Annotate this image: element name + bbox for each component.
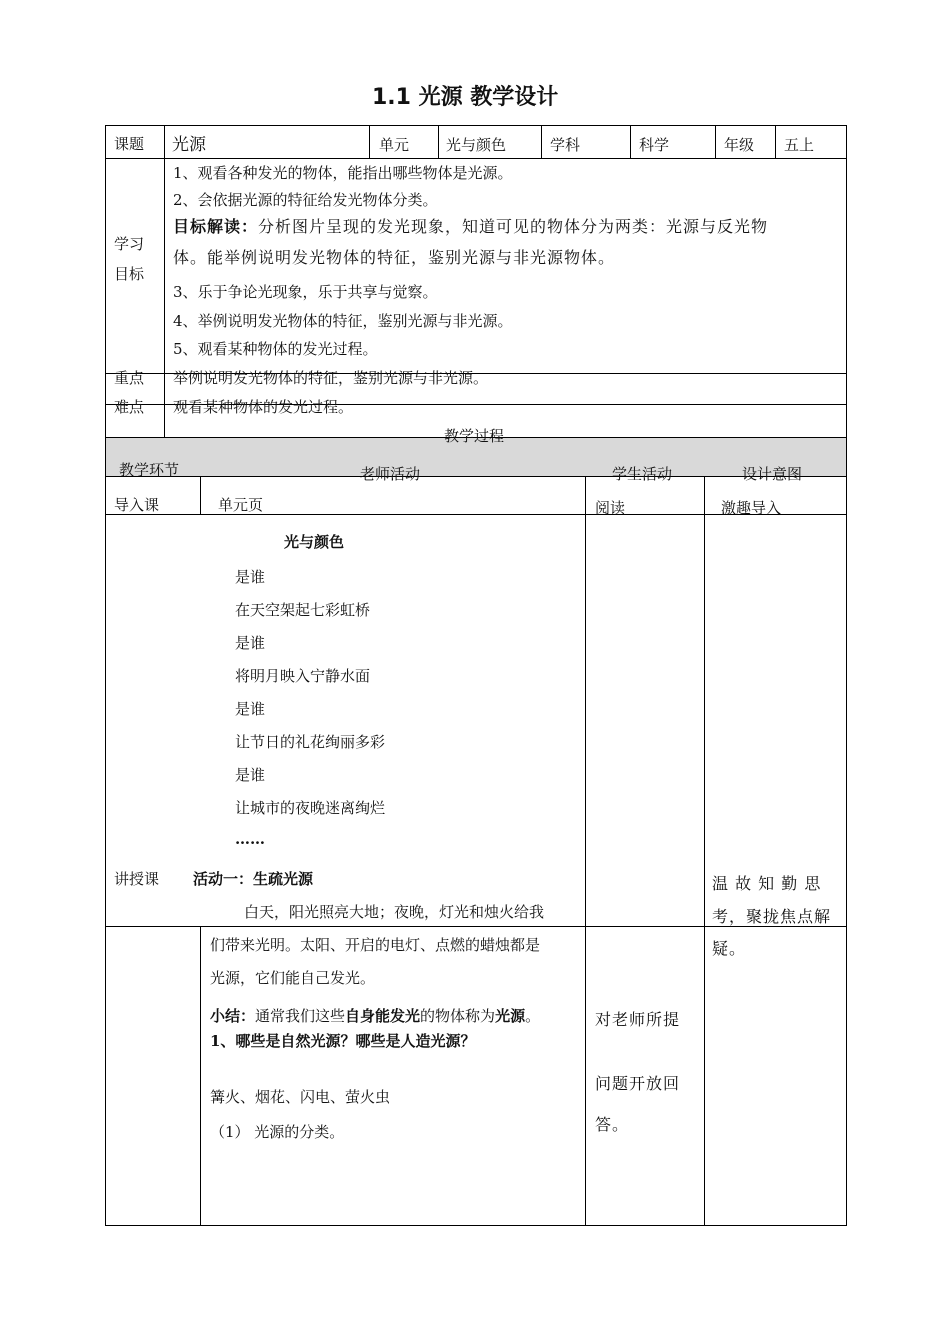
goal-1: 1、观看各种发光的物体，能指出哪些物体是光源。 bbox=[173, 164, 513, 182]
intro-intent: 激趣导入 bbox=[721, 499, 782, 517]
col-divider bbox=[200, 926, 201, 1226]
col-divider bbox=[704, 476, 705, 1226]
intro-student: 阅读 bbox=[595, 499, 626, 517]
goal-3: 3、乐于争论光现象，乐于共享与觉察。 bbox=[173, 283, 438, 301]
goal-interpretation-line-1 bbox=[173, 214, 768, 237]
key-point-label: 重点 bbox=[114, 369, 145, 387]
activity-title: 活动一：生疏光源 bbox=[193, 870, 314, 888]
table-border-left bbox=[105, 125, 106, 1226]
document-title: 1.1 光源 教学设计 bbox=[372, 85, 559, 110]
row-divider bbox=[105, 158, 846, 159]
course-value: 光源 bbox=[172, 135, 206, 155]
goal-2: 2、会依据光源的特征给发光物体分类。 bbox=[173, 191, 438, 209]
poem-heading: 光与颜色 bbox=[284, 533, 345, 551]
goal-4: 4、举例说明发光物体的特征，鉴别光源与非光源。 bbox=[173, 312, 513, 330]
question: 1、哪些是自然光源？哪些是人造光源？ bbox=[210, 1032, 476, 1050]
summary-text: 通常我们这些 bbox=[255, 1007, 346, 1025]
col-divider bbox=[200, 476, 201, 514]
summary bbox=[210, 1005, 540, 1026]
lecture-intent: 温 故 知 勤 思 bbox=[712, 874, 822, 893]
grade-label: 年级 bbox=[724, 136, 755, 154]
summary-text: 的物体称为 bbox=[420, 1007, 496, 1025]
col-divider bbox=[164, 125, 165, 438]
row-divider bbox=[105, 476, 846, 477]
column-header-student: 学生活动 bbox=[612, 465, 673, 483]
goals-label-1: 学习 bbox=[114, 235, 145, 253]
lecture-para: 光源，它们能自己发光。 bbox=[210, 969, 376, 987]
col-divider bbox=[585, 476, 586, 1226]
interpretation-text-1: 分析图片呈现的发光现象，知道可见的物体分为两类：光源与反光物 bbox=[258, 217, 769, 236]
sub-heading: （1） 光源的分类。 bbox=[210, 1123, 345, 1141]
summary-label: 小结： bbox=[210, 1007, 256, 1025]
lecture-student: 答。 bbox=[595, 1115, 630, 1134]
goal-5: 5、观看某种物体的发光过程。 bbox=[173, 340, 378, 358]
subject-label: 学科 bbox=[550, 136, 581, 154]
lecture-stage: 讲授课 bbox=[114, 870, 160, 888]
table-border-right bbox=[846, 125, 847, 1226]
process-title: 教学过程 bbox=[444, 427, 505, 445]
col-divider bbox=[715, 125, 716, 158]
lecture-intent: 疑。 bbox=[712, 939, 747, 958]
key-point-text: 举例说明发光物体的特征，鉴别光源与非光源。 bbox=[173, 369, 489, 387]
col-divider bbox=[630, 125, 631, 158]
course-label: 课题 bbox=[114, 135, 145, 153]
table-border-top bbox=[105, 125, 846, 126]
column-header-intent: 设计意图 bbox=[742, 465, 803, 483]
column-header-teacher: 老师活动 bbox=[360, 465, 421, 483]
unit-label: 单元 bbox=[379, 136, 410, 154]
col-divider bbox=[775, 125, 776, 158]
poem-line: 是谁 bbox=[235, 634, 266, 652]
table-border-bottom bbox=[105, 1225, 847, 1226]
column-header-stage: 教学环节 bbox=[119, 461, 180, 479]
summary-text: 。 bbox=[525, 1007, 541, 1025]
goals-label-2: 目标 bbox=[114, 265, 145, 283]
lecture-para: 白天，阳光照亮大地；夜晚，灯光和烛火给我 bbox=[244, 903, 545, 921]
poem-line: 是谁 bbox=[235, 568, 266, 586]
lecture-student: 问题开放回 bbox=[595, 1074, 681, 1093]
poem-line: 在天空架起七彩虹桥 bbox=[235, 601, 371, 619]
col-divider bbox=[438, 125, 439, 158]
col-divider bbox=[541, 125, 542, 158]
lecture-intent: 考，聚拢焦点解 bbox=[712, 907, 832, 926]
unit-value: 光与颜色 bbox=[446, 136, 507, 154]
lecture-para: 们带来光明。太阳、开启的电灯、点燃的蜡烛都是 bbox=[210, 936, 541, 954]
subject-value: 科学 bbox=[639, 136, 670, 154]
goal-interpretation-line-2: 体。能举例说明发光物体的特征，鉴别光源与非光源物体。 bbox=[173, 248, 616, 267]
examples: 篝火、烟花、闪电、萤火虫 bbox=[210, 1088, 391, 1106]
difficulty-label: 难点 bbox=[114, 398, 145, 416]
lecture-student: 对老师所提 bbox=[595, 1010, 681, 1029]
poem-line: 让节日的礼花绚丽多彩 bbox=[235, 733, 386, 751]
intro-stage: 导入课 bbox=[114, 496, 160, 514]
intro-teacher: 单元页 bbox=[218, 496, 264, 514]
poem-line: 是谁 bbox=[235, 766, 266, 784]
summary-emphasis: 光源 bbox=[495, 1007, 526, 1025]
interpretation-label: 目标解读： bbox=[173, 217, 259, 236]
poem-line: …… bbox=[235, 830, 265, 848]
summary-emphasis: 自身能发光 bbox=[345, 1007, 421, 1025]
col-divider bbox=[369, 125, 370, 158]
poem-line: 让城市的夜晚迷离绚烂 bbox=[235, 799, 386, 817]
poem-line: 将明月映入宁静水面 bbox=[235, 667, 371, 685]
grade-value: 五上 bbox=[784, 136, 815, 154]
poem-line: 是谁 bbox=[235, 700, 266, 718]
difficulty-text: 观看某种物体的发光过程。 bbox=[173, 398, 354, 416]
